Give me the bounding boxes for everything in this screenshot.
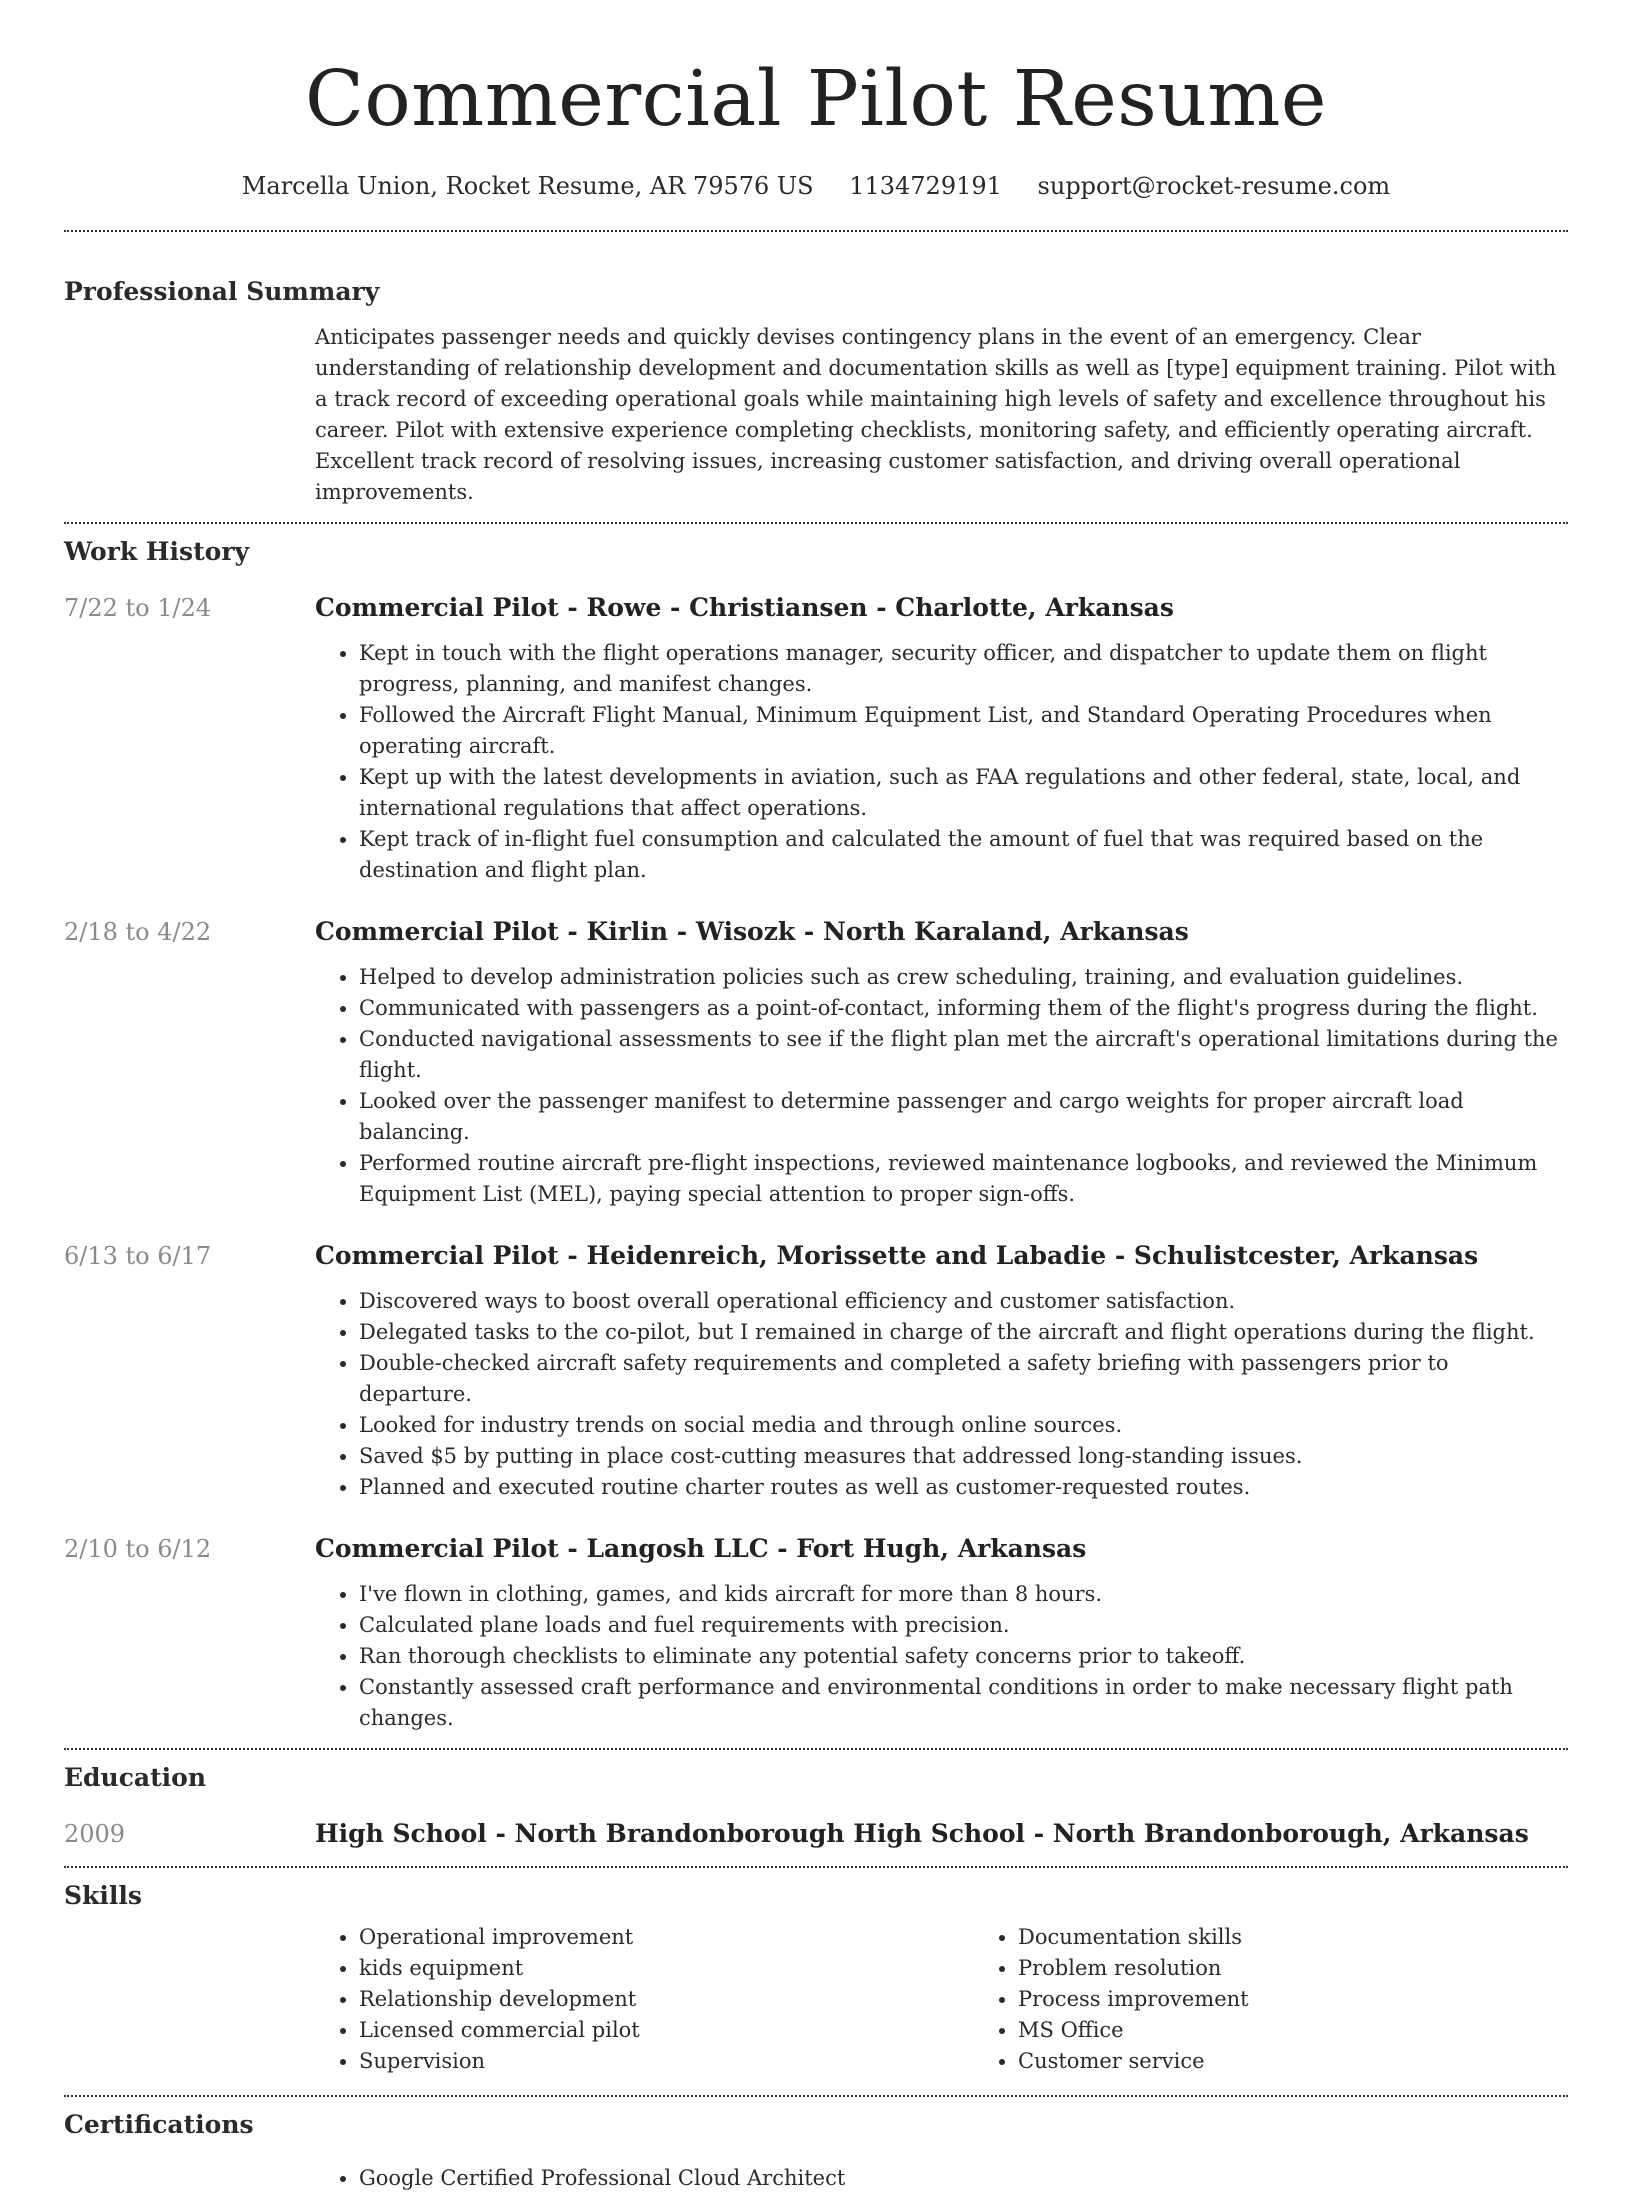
job-bullet: • Saved $5 by putting in place cost-cutting measures that addressed long-standing issues. — [359, 1441, 1568, 1472]
job-bullet: • Followed the Aircraft Flight Manual, Minimum Equipment List, and Standard Operating Procedures when operating aircraft. — [359, 700, 1568, 762]
job-bullets — [315, 638, 1568, 886]
job-entry — [64, 1238, 1568, 1503]
section-divider — [64, 1748, 1568, 1750]
skill-item: • Process improvement — [1018, 1984, 1632, 2015]
certification-item: • Google Certified Professional Cloud Architect — [359, 2163, 1568, 2194]
contact-email: support@rocket-resume.com — [1037, 172, 1391, 200]
job-bullet: • Discovered ways to boost overall operational efficiency and customer satisfaction. — [359, 1286, 1568, 1317]
work-history-heading: Work History — [64, 537, 250, 566]
certifications-row — [64, 2151, 1568, 2194]
job-bullet: • Looked over the passenger manifest to determine passenger and cargo weights for proper aircraft load balancing. — [359, 1086, 1568, 1148]
section-divider — [64, 1866, 1568, 1868]
job-dates: 7/22 to 1/24 — [64, 594, 212, 622]
skill-item: • kids equipment — [359, 1953, 974, 1984]
summary-row — [64, 322, 1568, 508]
section-divider — [64, 2095, 1568, 2097]
job-bullet: • Kept in touch with the flight operations manager, security officer, and dispatcher to update them on flight progress, planning, and manifest changes. — [359, 638, 1568, 700]
job-bullet: • Performed routine aircraft pre-flight inspections, reviewed maintenance logbooks, and reviewed the Minimum Equipment List (MEL), paying special attention to proper sign-offs. — [359, 1148, 1568, 1210]
skill-item: • Licensed commercial pilot — [359, 2015, 974, 2046]
section-divider — [64, 522, 1568, 524]
summary-heading: Professional Summary — [64, 277, 380, 306]
job-bullet: • Looked for industry trends on social media and through online sources. — [359, 1410, 1568, 1441]
job-bullets — [315, 1579, 1568, 1734]
job-entry — [64, 914, 1568, 1210]
job-bullet: • Kept track of in-flight fuel consumption and calculated the amount of fuel that was required based on the destination and flight plan. — [359, 824, 1568, 886]
summary-text: Anticipates passenger needs and quickly devises contingency plans in the event of an emergency. Clear understanding of relationship development and documentation skills as well as [type] equipment training. Pilot with a track record of exceeding operational goals while maintaining high levels of safety and excellence throughout his career. Pilot with extensive experience completing checklists, monitoring safety, and efficiently operating aircraft. Excellent track record of resolving issues, increasing customer satisfaction, and driving overall operational improvements. — [315, 325, 1557, 504]
skill-item: • Relationship development — [359, 1984, 974, 2015]
education-year: 2009 — [64, 1820, 126, 1848]
job-dates: 6/13 to 6/17 — [64, 1242, 212, 1270]
skill-item: • Customer service — [1018, 2046, 1632, 2077]
job-bullets — [315, 962, 1568, 1210]
certifications-left-spacer — [64, 2151, 315, 2194]
skill-item: • Documentation skills — [1018, 1922, 1632, 1953]
skill-item: • Operational improvement — [359, 1922, 974, 1953]
job-bullet: • Conducted navigational assessments to see if the flight plan met the aircraft's operational limitations during the flight. — [359, 1024, 1568, 1086]
skills-list-right — [974, 1922, 1632, 2077]
job-bullet: • Double-checked aircraft safety requirements and completed a safety briefing with passengers prior to departure. — [359, 1348, 1568, 1410]
skills-heading: Skills — [64, 1881, 142, 1910]
job-bullet: • Ran thorough checklists to eliminate any potential safety concerns prior to takeoff. — [359, 1641, 1568, 1672]
job-bullet: • Delegated tasks to the co-pilot, but I remained in charge of the aircraft and flight operations during the flight. — [359, 1317, 1568, 1348]
skills-row — [64, 1922, 1568, 2077]
job-bullet: • I've flown in clothing, games, and kids aircraft for more than 8 hours. — [359, 1579, 1568, 1610]
education-heading: Education — [64, 1763, 207, 1792]
job-bullet: • Kept up with the latest developments in aviation, such as FAA regulations and other federal, state, local, and international regulations that affect operations. — [359, 762, 1568, 824]
education-entry — [64, 1816, 1568, 1852]
job-bullet: • Helped to develop administration policies such as crew scheduling, training, and evaluation guidelines. — [359, 962, 1568, 993]
certifications-list — [315, 2163, 1568, 2194]
job-entry — [64, 590, 1568, 886]
job-bullet: • Planned and executed routine charter routes as well as customer-requested routes. — [359, 1472, 1568, 1503]
job-bullet: • Calculated plane loads and fuel requirements with precision. — [359, 1610, 1568, 1641]
job-bullet: • Communicated with passengers as a point-of-contact, informing them of the flight's progress during the flight. — [359, 993, 1568, 1024]
job-bullet: • Constantly assessed craft performance and environmental conditions in order to make necessary flight path changes. — [359, 1672, 1568, 1734]
skill-item: • Problem resolution — [1018, 1953, 1632, 1984]
skills-left-spacer — [64, 1922, 315, 2077]
job-dates: 2/18 to 4/22 — [64, 918, 212, 946]
skills-list-left — [315, 1922, 974, 2077]
contact-line — [64, 168, 1568, 204]
contact-phone: 1134729191 — [849, 172, 1002, 200]
job-entry — [64, 1531, 1568, 1734]
resume-title: Commercial Pilot Resume — [304, 55, 1327, 144]
job-title: Commercial Pilot - Rowe - Christiansen - Charlotte, Arkansas — [315, 593, 1174, 622]
skill-item: • MS Office — [1018, 2015, 1632, 2046]
job-title: Commercial Pilot - Kirlin - Wisozk - North Karaland, Arkansas — [315, 917, 1189, 946]
contact-address: Marcella Union, Rocket Resume, AR 79576 US — [241, 172, 814, 200]
resume-page — [64, 0, 1568, 2190]
summary-left-spacer — [64, 322, 315, 508]
job-bullets — [315, 1286, 1568, 1503]
section-divider — [64, 230, 1568, 232]
skill-item: • Supervision — [359, 2046, 974, 2077]
job-dates: 2/10 to 6/12 — [64, 1535, 212, 1563]
job-title: Commercial Pilot - Heidenreich, Morissette and Labadie - Schulistcester, Arkansas — [315, 1241, 1479, 1270]
education-title: High School - North Brandonborough High School - North Brandonborough, Arkansas — [315, 1819, 1529, 1848]
job-title: Commercial Pilot - Langosh LLC - Fort Hugh, Arkansas — [315, 1534, 1087, 1563]
certifications-heading: Certifications — [64, 2110, 254, 2139]
